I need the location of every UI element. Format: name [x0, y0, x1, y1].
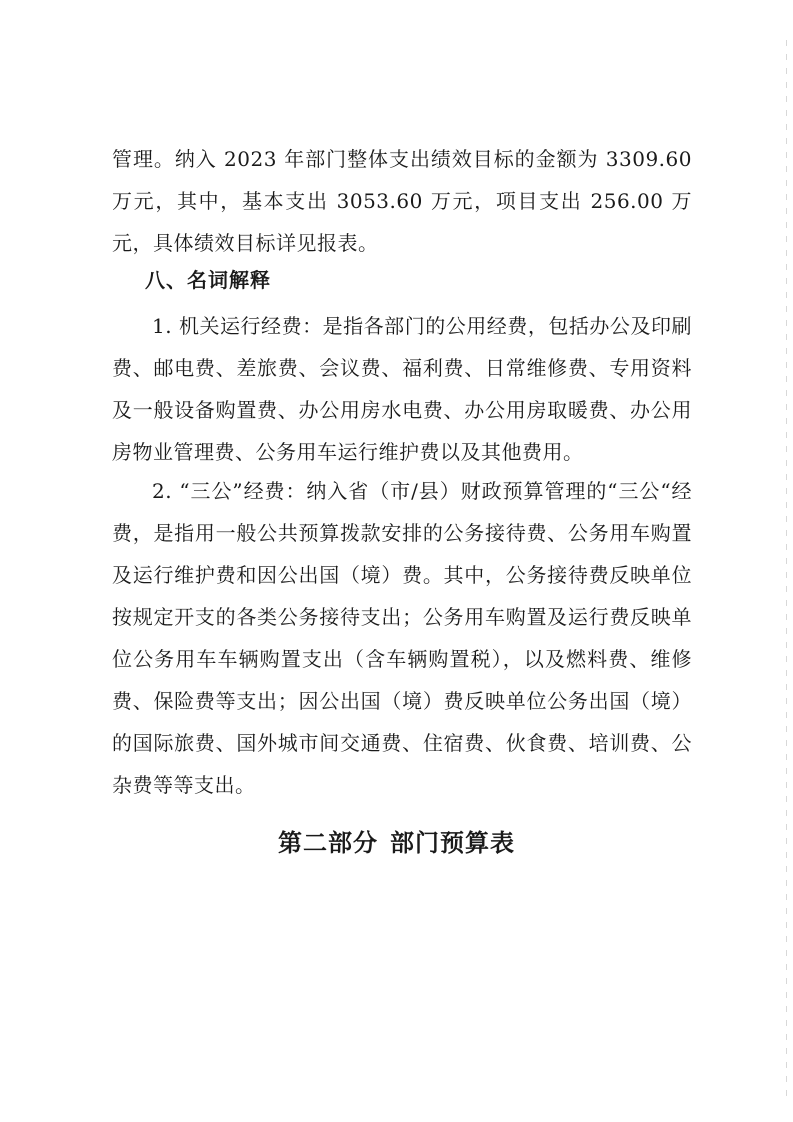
- heading-glossary: 八、名词解释: [145, 268, 271, 292]
- section-title-part: 第二部分: [278, 829, 378, 857]
- paragraph-three-public-expenses: 2. “三公”经费：纳入省（市/县）财政预算管理的“三公“经费，是指用一般公共预算拨款安排的公务接待费、公务用车购置及运行维护费和因公出国（境）费。其中，公务接待费反映单位按规定开支的各类公务接待支出；公务用车购置及运行费反映单位公务用车车辆购置支出（含车辆购置税），以及燃料费、维修费、保险费等支出；因公出国（境）费反映单位公务出国（境）的国际旅费、国外城市间交通费、住宿费、伙食费、培训费、公杂费等等支出。: [112, 479, 692, 797]
- section-title: [0, 822, 793, 864]
- paragraph-performance-target: 管理。纳入 2023 年部门整体支出绩效目标的金额为 3309.60 万元，其中，基本支出 3053.60 万元，项目支出 256.00 万元，具体绩效目标详见报表。: [112, 147, 692, 255]
- section-title-name: 部门预算表: [390, 829, 515, 857]
- paragraph-operating-expenses: 1. 机关运行经费：是指各部门的公用经费，包括办公及印刷费、邮电费、差旅费、会议费、福利费、日常维修费、专用资料及一般设备购置费、办公用房水电费、办公用房取暖费、办公用房物业管理费、公务用车运行维护费以及其他费用。: [112, 314, 692, 464]
- scan-edge-artifact: [786, 40, 787, 1100]
